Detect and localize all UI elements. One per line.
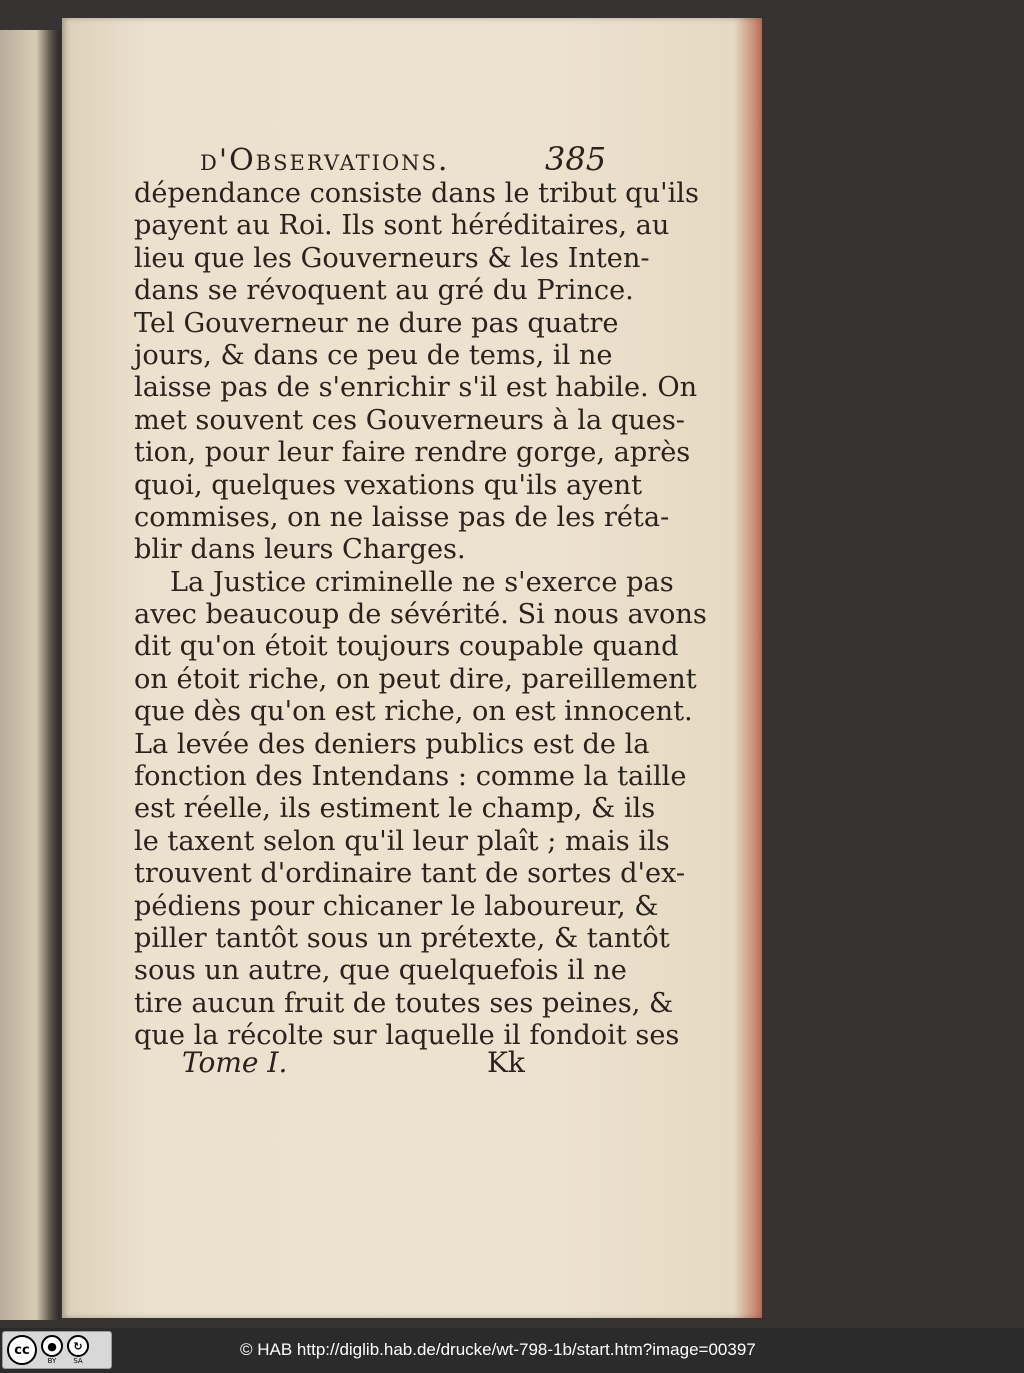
- footer-bar: [0, 1328, 1024, 1373]
- text-line: commises, on ne laisse pas de les réta-: [134, 501, 670, 533]
- text-line: lieu que les Gouverneurs & les Inten-: [134, 242, 650, 274]
- text-line: Tel Gouverneur ne dure pas quatre: [134, 307, 619, 339]
- text-line: avec beaucoup de sévérité. Si nous avons: [134, 599, 707, 631]
- text-line: que dès qu'on est riche, on est innocent.: [134, 696, 693, 728]
- running-head: d'Observations.: [200, 143, 450, 178]
- copyright-link[interactable]: © HAB http://diglib.hab.de/drucke/wt-798-1b/start.htm?image=00397: [240, 1340, 756, 1359]
- text-line: quoi, quelques vexations qu'ils ayent: [134, 469, 643, 501]
- text-line: on étoit riche, on peut dire, pareillement: [134, 663, 697, 695]
- sa-label: SA: [73, 1357, 83, 1365]
- text-line: La levée des deniers publics est de la: [134, 728, 650, 760]
- text-line: sous un autre, que quelquefois il ne: [134, 955, 627, 987]
- signature-mark: Kk: [487, 1046, 525, 1079]
- cc-icon: cc: [7, 1335, 37, 1365]
- text-line: fonction des Intendans : comme la taille: [134, 761, 687, 793]
- signature-volume: Tome I.: [182, 1046, 288, 1079]
- text-line: trouvent d'ordinaire tant de sortes d'ex-: [134, 858, 686, 890]
- text-line: piller tantôt sous un prétexte, & tantôt: [134, 922, 670, 954]
- facing-page-edge: [0, 30, 60, 1320]
- page-number: 385: [545, 140, 607, 178]
- share-alike-icon: ↻: [67, 1335, 89, 1357]
- text-line: met souvent ces Gouverneurs à la ques-: [134, 404, 685, 436]
- by-label: BY: [47, 1357, 57, 1365]
- text-line: le taxent selon qu'il leur plaît ; mais ils: [134, 825, 670, 857]
- text-line: pédiens pour chicaner le laboureur, &: [134, 890, 659, 922]
- text-line: que la récolte sur laquelle il fondoit ses: [134, 1020, 680, 1052]
- cc-license-badge[interactable]: [2, 1331, 112, 1369]
- person-icon: ●: [41, 1335, 63, 1357]
- text-line: dit qu'on étoit toujours coupable quand: [134, 631, 679, 663]
- sa-icon: [67, 1335, 89, 1365]
- text-line: dépendance consiste dans le tribut qu'ils: [134, 178, 699, 209]
- text-line: payent au Roi. Ils sont héréditaires, au: [134, 210, 670, 242]
- text-line: La Justice criminelle ne s'exerce pas: [170, 566, 674, 598]
- text-line: jours, & dans ce peu de tems, il ne: [134, 339, 613, 371]
- by-icon: [41, 1335, 63, 1365]
- text-line: laisse pas de s'enrichir s'il est habile. On: [134, 372, 698, 404]
- text-line: tire aucun fruit de toutes ses peines, &: [134, 987, 674, 1019]
- text-line: blir dans leurs Charges.: [134, 534, 466, 566]
- text-line: est réelle, ils estiment le champ, & ils: [134, 793, 656, 825]
- body-text: [134, 178, 707, 1053]
- text-line: dans se révoquent au gré du Prince.: [134, 275, 634, 307]
- text-line: tion, pour leur faire rendre gorge, après: [134, 437, 691, 469]
